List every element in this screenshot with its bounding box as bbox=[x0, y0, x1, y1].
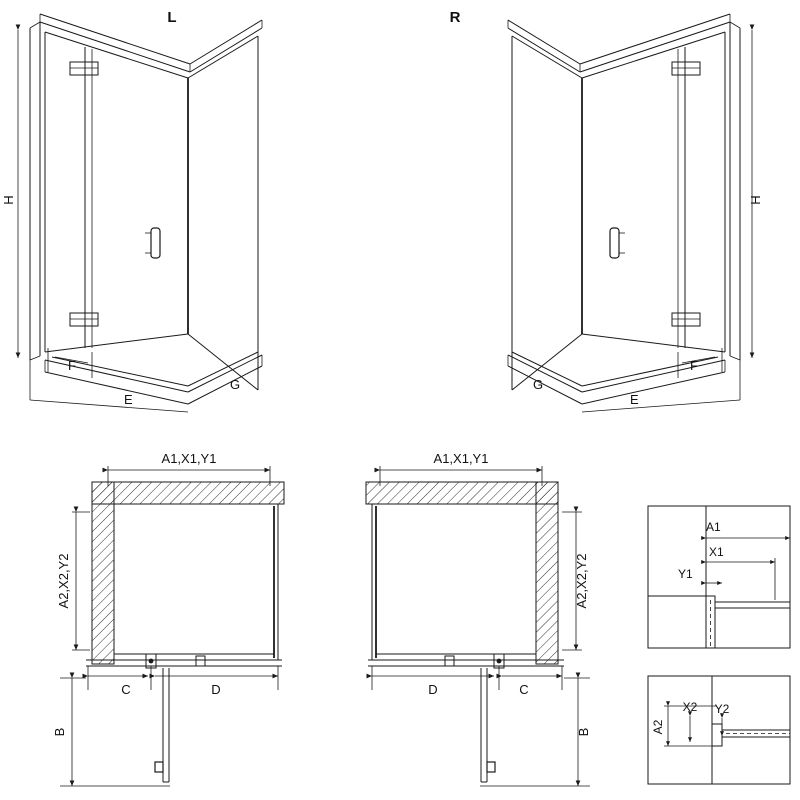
label-g-right: G bbox=[533, 377, 544, 392]
label-detail-x1: X1 bbox=[709, 545, 724, 559]
label-detail-x2: X2 bbox=[682, 700, 698, 714]
isometric-view-left bbox=[1, 9, 262, 412]
label-g-left: G bbox=[230, 377, 241, 392]
label-c-left: C bbox=[121, 682, 131, 697]
label-detail-a1: A1 bbox=[706, 520, 721, 534]
isometric-view-right bbox=[450, 9, 763, 412]
plan-view-left bbox=[52, 451, 284, 786]
detail-profile-bottom bbox=[648, 676, 790, 784]
label-c-right: C bbox=[519, 682, 529, 697]
plan-view-right bbox=[366, 451, 591, 786]
label-a2x2y2-right: A2,X2,Y2 bbox=[574, 553, 589, 609]
detail-profile-top bbox=[648, 506, 790, 648]
label-b-left: B bbox=[52, 727, 67, 737]
label-detail-a2: A2 bbox=[651, 719, 665, 735]
label-detail-y2: Y2 bbox=[714, 702, 730, 716]
label-e-right: E bbox=[630, 392, 639, 407]
label-h-left: H bbox=[1, 195, 16, 205]
label-a1x1y1-left: A1,X1,Y1 bbox=[161, 451, 217, 466]
label-a2x2y2-left: A2,X2,Y2 bbox=[56, 553, 71, 609]
label-d-left: D bbox=[211, 682, 221, 697]
title-left-view: L bbox=[167, 9, 177, 26]
title-right-view: R bbox=[449, 9, 461, 26]
label-e-left: E bbox=[124, 392, 133, 407]
label-a1x1y1-right: A1,X1,Y1 bbox=[433, 451, 489, 466]
label-detail-y1: Y1 bbox=[678, 567, 693, 581]
label-b-right: B bbox=[576, 727, 591, 737]
label-f-left: F bbox=[68, 358, 76, 373]
label-f-right: F bbox=[690, 358, 698, 373]
label-h-right: H bbox=[748, 195, 763, 205]
label-d-right: D bbox=[428, 682, 438, 697]
